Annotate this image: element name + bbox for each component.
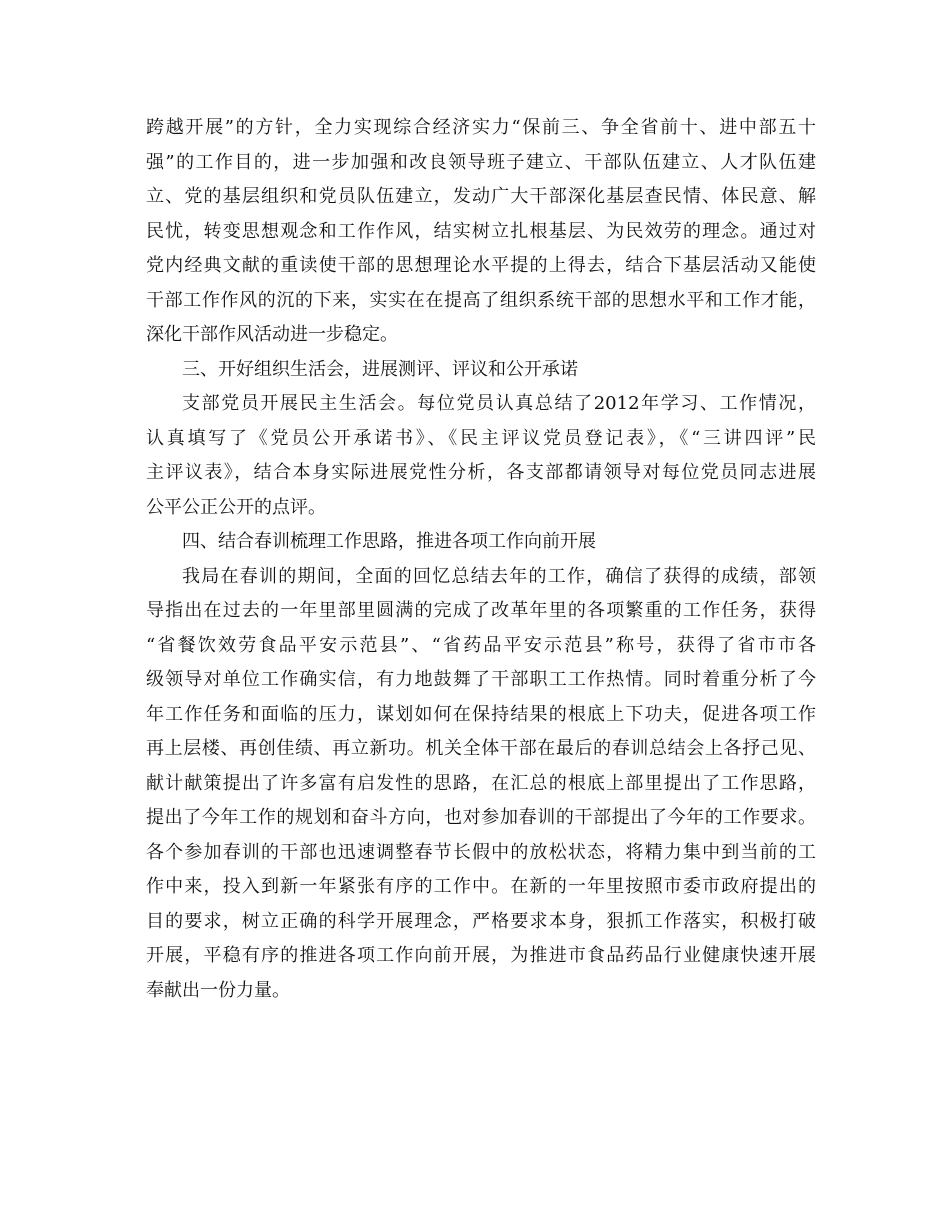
text-line: 深化干部作风活动进一步稳定。 [146,324,398,345]
text-line: 作中来，投入到新一年紧张有序的工作中。在新的一年里按照市委市政府提出的 [146,876,816,897]
text-line: 献计献策提出了许多富有启发性的思路，在汇总的根底上部里提出了工作思路， [146,772,816,794]
text-line: 认真填写了《党员公开承诺书》、《民主评议党员登记表》，《“三讲四评”民 [146,427,816,449]
text-line: 跨越开展”的方针，全力实现综合经济实力“保前三、争全省前十、进中部五十 [146,117,816,138]
text-line: 开展，平稳有序的推进各项工作向前开展，为推进市食品药品行业健康快速开展 [146,945,816,966]
text-line: 民忧，转变思想观念和工作作风，结实树立扎根基层、为民效劳的理念。通过对 [146,220,816,242]
text-line: 强”的工作目的，进一步加强和改良领导班子建立、干部队伍建立、人才队伍建 [146,151,816,173]
document-body [146,111,816,1008]
section-heading-3 [146,353,816,388]
heading-line: 四、结合春训梳理工作思路，推进各项工作向前开展 [182,531,596,552]
text-line: 立、党的基层组织和党员队伍建立，发动广大干部深化基层查民情、体民意、解 [146,186,816,207]
section-heading-4 [146,525,816,560]
text-line: 各个参加春训的干部也迅速调整春节长假中的放松状态，将精力集中到当前的工 [146,841,816,863]
text-line: 干部工作作风的沉的下来，实实在在提高了组织系统干部的思想水平和工作才能， [146,289,816,311]
heading-line: 三、开好组织生活会，进展测评、评议和公开承诺 [182,358,578,380]
paragraph-work-guideline [146,111,816,353]
text-line: 主评议表》，结合本身实际进展党性分析，各支部都请领导对每位党员同志进展 [146,462,816,483]
text-line: 年工作任务和面临的压力，谋划如何在保持结果的根底上下功夫，促进各项工作 [146,703,816,725]
text-line: 导指出在过去的一年里部里圆满的完成了改革年里的各项繁重的工作任务，获得 [146,600,816,621]
text-line: 支部党员开展民主生活会。每位党员认真总结了2012年学习、工作情况， [182,393,816,414]
text-line: 目的要求，树立正确的科学开展理念，严格要求本身，狠抓工作落实，积极打破 [146,910,816,932]
text-line: “省餐饮效劳食品平安示范县”、“省药品平安示范县”称号，获得了省市市各 [146,634,816,656]
text-line: 党内经典文献的重读使干部的思想理论水平提的上得去，结合下基层活动又能使 [146,255,816,276]
text-line: 提出了今年工作的规划和奋斗方向，也对参加春训的干部提出了今年的工作要求。 [146,807,816,828]
text-line: 我局在春训的期间，全面的回忆总结去年的工作，确信了获得的成绩，部领 [182,565,816,587]
text-line: 奉献出一份力量。 [146,979,290,1001]
paragraph-spring-training [146,560,816,1009]
text-line: 公平公正公开的点评。 [146,496,326,518]
text-line: 级领导对单位工作确实信，有力地鼓舞了干部职工工作热情。同时着重分析了今 [146,669,816,690]
text-line: 再上层楼、再创佳绩、再立新功。机关全体干部在最后的春训总结会上各抒己见、 [146,738,816,759]
paragraph-democratic-meeting [146,387,816,525]
